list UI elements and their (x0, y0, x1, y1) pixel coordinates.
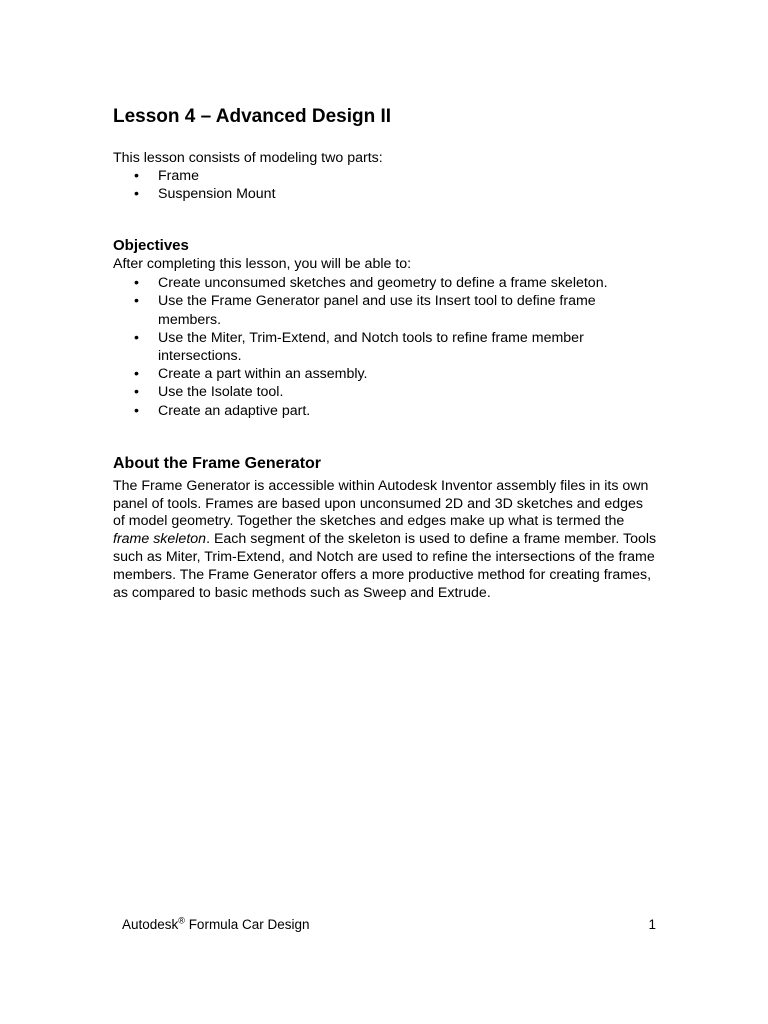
about-heading: About the Frame Generator (113, 454, 322, 472)
footer-title: Autodesk® Formula Car Design (122, 915, 310, 932)
bullet-icon: • (134, 275, 139, 292)
objectives-lead: After completing this lesson, you will be able to: (113, 256, 412, 273)
list-item: • Create an adaptive part. (134, 402, 311, 419)
objectives-heading: Objectives (113, 237, 189, 255)
bullet-icon: • (134, 293, 139, 310)
bullet-icon: • (134, 402, 139, 419)
bullet-icon: • (134, 168, 139, 184)
bullet-icon: • (134, 366, 139, 383)
registered-mark: ® (178, 915, 185, 926)
list-item: • Suspension Mount (134, 186, 276, 203)
list-item: • Create a part within an assembly. (134, 366, 368, 383)
lesson-title: Lesson 4 – Advanced Design II (113, 106, 392, 127)
list-item: • Use the Miter, Trim-Extend, and Notch tools to refine frame member intersections. (134, 329, 584, 365)
bullet-icon: • (134, 329, 139, 346)
list-item: • Use the Frame Generator panel and use its Insert tool to define frame members. (134, 293, 596, 328)
about-paragraph: The Frame Generator is accessible within Autodesk Inventor assembly files in its own panel of tools. Frames are based upon unconsumed 2D and 3D sketches and edges of model geometry. Together the sketches and edges make up what is termed the frame skeleton. Each segment of the skeleton is used to define a frame member. Tools such as Miter, Trim-Extend, and Notch are used to refine the intersections of the frame members. The Frame Generator offers a more productive method for creating frames, as compared to basic methods such as Sweep and Extrude. (113, 477, 657, 601)
frame-skeleton-term: frame skeleton (113, 531, 207, 548)
bullet-icon: • (134, 384, 139, 401)
list-item: • Frame (134, 168, 199, 184)
bullet-icon: • (134, 186, 139, 203)
document-page (113, 105, 658, 602)
page-number: 1 (648, 917, 656, 932)
list-item: • Use the Isolate tool. (134, 384, 284, 401)
parts-list (113, 167, 658, 203)
intro-text: This lesson consists of modeling two parts: (113, 150, 383, 166)
objectives-list (113, 274, 658, 420)
list-item: • Create unconsumed sketches and geometry to define a frame skeleton. (134, 275, 608, 292)
